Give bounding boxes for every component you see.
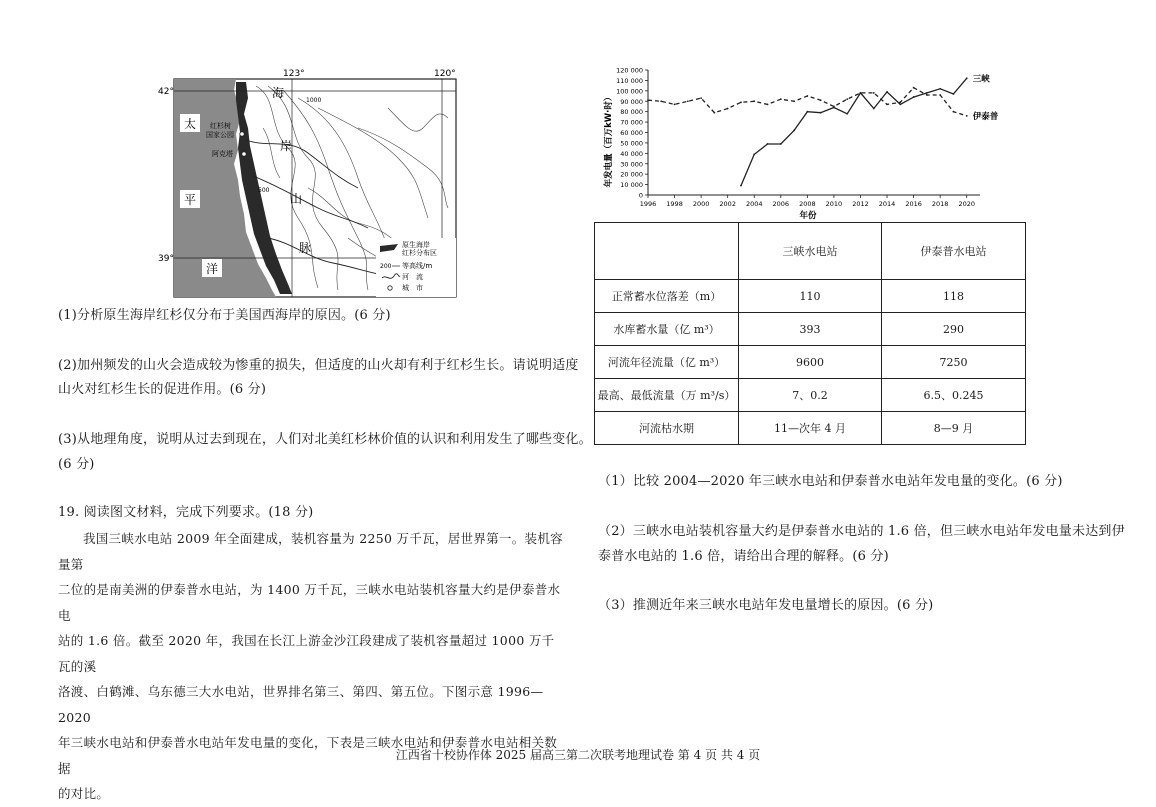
chart-x-tick-label: 2016: [905, 200, 922, 208]
question-18-2-line2: 山火对红杉生长的促进作用。(6 分): [58, 382, 267, 397]
ocean-label-yang: 洋: [206, 262, 219, 276]
question-18-3-line2: (6 分): [58, 457, 95, 472]
city-marker-1: [240, 132, 244, 136]
redwood-map: [158, 68, 468, 300]
chart-series-label: 三峡: [972, 74, 990, 85]
power-chart: [596, 62, 1016, 222]
chart-data-point: [886, 91, 888, 93]
chart-data-point: [860, 92, 862, 94]
table-cell-itaipu: 118: [882, 280, 1026, 313]
table-row: [595, 280, 1026, 313]
chart-data-point: [780, 143, 782, 145]
range-label-hai: 海: [272, 86, 285, 100]
legend-contour-value: 200: [380, 263, 392, 270]
material-line-6: 的对比。: [58, 786, 110, 801]
chart-data-point: [793, 100, 795, 102]
chart-y-tick-label: 120 000: [616, 66, 643, 75]
chart-data-point: [939, 94, 941, 96]
legend-city-label: 城 市: [402, 284, 423, 292]
chart-y-tick-label: 80 000: [620, 108, 643, 117]
chart-x-tick-label: 2012: [852, 200, 869, 208]
chart-data-point: [899, 103, 901, 105]
contour-label-1000: 1000: [306, 97, 322, 104]
question-19-2-line1: （2）三峡水电站装机容量大约是伊泰普水电站的 1.6 倍，但三峡水电站年发电量未达到伊: [598, 524, 1125, 539]
chart-y-tick-label: 0: [638, 191, 643, 200]
table-cell-itaipu: 7250: [882, 346, 1026, 379]
table-row-label: 河流枯水期: [595, 412, 739, 445]
city-redwood-park-label: 红杉树: [210, 122, 231, 130]
table-header-empty: [595, 223, 739, 280]
legend-river-label: 河 流: [402, 273, 423, 281]
table-row: [595, 346, 1026, 379]
chart-series-label: 伊泰普: [972, 111, 999, 122]
material-line-1: 我国三峡水电站 2009 年全面建成，装机容量为 2250 万千瓦，居世界第一。装机容量第: [58, 531, 563, 572]
chart-y-tick-label: 90 000: [620, 97, 643, 106]
chart-data-point: [966, 77, 968, 79]
table-cell-sanxia: 393: [739, 313, 882, 346]
legend-redwood-label-2: 红杉分布区: [402, 249, 437, 257]
chart-data-point: [926, 92, 928, 94]
question-19-title: 19. 阅读图文材料，完成下列要求。(18 分): [58, 505, 314, 520]
table-row-label: 河流年径流量（亿 m³）: [595, 346, 739, 379]
chart-data-point: [740, 101, 742, 103]
chart-x-tick-label: 2008: [799, 200, 816, 208]
chart-x-tick-label: 2018: [931, 200, 949, 208]
chart-y-tick-label: 110 000: [616, 76, 643, 85]
question-18-2-line1: (2)加州频发的山火会造成较为惨重的损失，但适度的山火却有利于红杉生长。请说明适度: [58, 358, 579, 373]
table-cell-itaipu: 6.5、0.245: [882, 379, 1026, 412]
lon-123-label: 123°: [283, 69, 305, 79]
page-footer: 江西省十校协作体 2025 届高三第二次联考地理试卷 第 4 页 共 4 页: [395, 748, 761, 762]
chart-x-tick-label: 2020: [958, 200, 975, 208]
legend-contour-label: 等高线/m: [402, 262, 433, 270]
range-label-an: 岸: [280, 139, 293, 153]
material-line-4: 洛渡、白鹤滩、乌东德三大水电站，世界排名第三、第四、第五位。下图示意 1996—2020: [58, 684, 544, 725]
table-header-itaipu: 伊泰普水电站: [882, 223, 1026, 280]
contour-label-500: 500: [258, 187, 270, 194]
material-line-5: 年三峡水电站和伊泰普水电站年发电量的变化，下表是三峡水电站和伊泰普水电站相关数据: [58, 735, 558, 776]
chart-y-tick-label: 10 000: [620, 181, 643, 190]
chart-data-point: [767, 143, 769, 145]
table-cell-sanxia: 110: [739, 280, 882, 313]
chart-data-point: [966, 115, 968, 117]
chart-data-point: [806, 111, 808, 113]
power-chart-svg: [596, 62, 1016, 222]
chart-x-tick-label: 1996: [639, 200, 657, 208]
table-row: [595, 313, 1026, 346]
chart-ylabel: 年发电量（百万kW·时）: [604, 92, 614, 188]
chart-data-point: [740, 185, 742, 187]
chart-data-point: [913, 96, 915, 98]
ocean-label-tai: 太: [184, 117, 197, 131]
map-figure: [158, 68, 468, 300]
chart-data-point: [873, 108, 875, 110]
table-row-label: 正常蓄水位落差（m）: [595, 280, 739, 313]
ocean-label-ping: 平: [184, 193, 197, 207]
chart-data-point: [687, 100, 689, 102]
lon-120-label: 120°: [434, 69, 456, 79]
chart-y-tick-label: 30 000: [620, 160, 643, 169]
chart-data-point: [953, 111, 955, 113]
legend-redwood-label-1: 原生海岸: [402, 241, 430, 249]
chart-data-point: [926, 94, 928, 96]
chart-data-point: [714, 112, 716, 114]
chart-data-point: [846, 113, 848, 115]
chart-data-point: [820, 112, 822, 114]
city-redwood-park-label-2: 国家公园: [206, 131, 234, 139]
chart-data-point: [674, 103, 676, 105]
lat-42-label: 42°: [158, 87, 174, 97]
table-row-label: 水库蓄水量（亿 m³）: [595, 313, 739, 346]
question-19-1: （1）比较 2004—2020 年三峡水电站和伊泰普水电站年发电量的变化。(6 分): [598, 474, 1063, 489]
range-label-shan: 山: [290, 192, 303, 206]
city-arcata-label: 阿克塔: [212, 150, 233, 158]
chart-data-point: [820, 99, 822, 101]
chart-x-tick-label: 2000: [692, 200, 710, 208]
chart-x-tick-label: 2010: [825, 200, 843, 208]
question-18-1: (1)分析原生海岸红杉仅分布于美国西海岸的原因。(6 分): [58, 308, 391, 323]
chart-data-point: [833, 106, 835, 108]
chart-y-tick-label: 60 000: [620, 129, 643, 137]
chart-data-point: [793, 130, 795, 132]
city-marker-2: [242, 152, 246, 156]
chart-xlabel: 年份: [799, 211, 817, 221]
chart-x-tick-label: 2006: [772, 200, 790, 208]
table-header-sanxia: 三峡水电站: [739, 223, 882, 280]
question-19-2-line2: 泰普水电站的 1.6 倍，请给出合理的解释。(6 分): [598, 549, 889, 564]
table-cell-itaipu: 290: [882, 313, 1026, 346]
map-legend: [376, 238, 456, 297]
chart-y-tick-label: 20 000: [620, 170, 643, 179]
comparison-table: [594, 222, 1026, 445]
chart-data-point: [873, 92, 875, 94]
chart-data-point: [660, 100, 662, 102]
question-18-3-line1: (3)从地理角度，说明从过去到现在，人们对北美红杉林价值的认识和利用发生了哪些变化。: [58, 432, 592, 447]
table-cell-sanxia: 9600: [739, 346, 882, 379]
question-19-material: [58, 526, 563, 807]
table-row-label: 最高、最低流量（万 m³/s）: [595, 379, 739, 412]
chart-data-point: [846, 98, 848, 100]
chart-x-tick-label: 2004: [745, 200, 763, 208]
table-cell-itaipu: 8—9 月: [882, 412, 1026, 445]
range-label-mai: 脉: [299, 241, 312, 255]
table-cell-sanxia: 11—次年 4 月: [739, 412, 882, 445]
chart-y-tick-label: 100 000: [616, 87, 643, 96]
chart-data-point: [727, 108, 729, 110]
chart-data-point: [899, 101, 901, 103]
chart-data-point: [886, 103, 888, 105]
chart-y-tick-label: 70 000: [620, 118, 643, 127]
table-header-row: [595, 223, 1026, 280]
lat-39-label: 39°: [158, 254, 174, 264]
table-cell-sanxia: 7、0.2: [739, 379, 882, 412]
chart-data-point: [806, 95, 808, 97]
table-row: [595, 379, 1026, 412]
table-row: [595, 412, 1026, 445]
chart-y-tick-label: 40 000: [620, 149, 643, 158]
chart-data-point: [767, 103, 769, 105]
chart-data-point: [780, 98, 782, 100]
material-line-3: 站的 1.6 倍。截至 2020 年，我国在长江上游金沙江段建成了装机容量超过 1000 万千瓦的溪: [58, 633, 555, 674]
chart-x-tick-label: 2014: [878, 200, 896, 208]
chart-data-point: [753, 100, 755, 102]
material-line-2: 二位的是南美洲的伊泰普水电站，为 1400 万千瓦，三峡水电站装机容量大约是伊泰普水电: [58, 582, 561, 623]
chart-y-tick-label: 50 000: [620, 139, 643, 148]
chart-data-point: [913, 87, 915, 89]
question-19-3: （3）推测近年来三峡水电站年发电量增长的原因。(6 分): [598, 598, 934, 613]
chart-data-point: [700, 97, 702, 99]
chart-data-point: [939, 88, 941, 90]
chart-data-point: [647, 99, 649, 101]
chart-data-point: [753, 153, 755, 155]
chart-x-tick-label: 1998: [666, 200, 683, 208]
chart-data-point: [953, 93, 955, 95]
chart-x-tick-label: 2002: [719, 200, 736, 208]
